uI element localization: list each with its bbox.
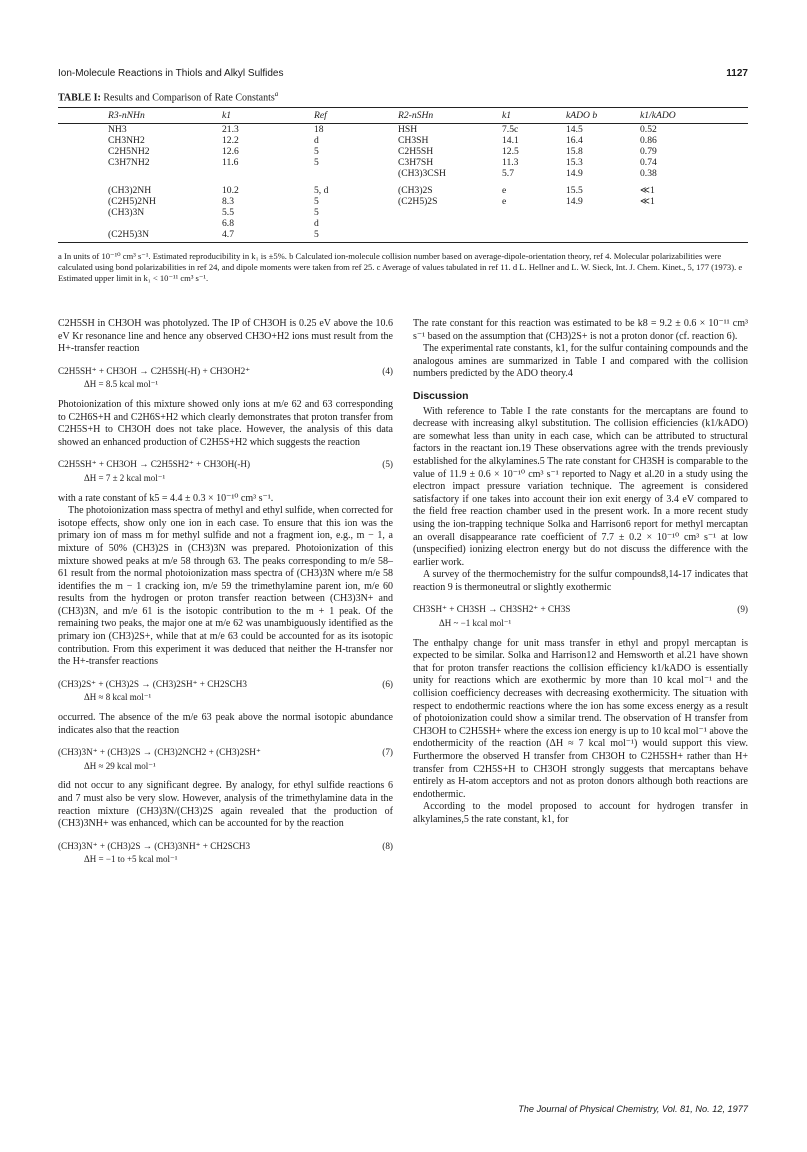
table-caption-label: TABLE I: — [58, 92, 101, 104]
cell-k1-amine: 8.3 — [222, 196, 234, 207]
table-caption-mark: a — [274, 90, 279, 98]
table-row — [58, 207, 748, 218]
cell-amine: (CH3)2NH — [108, 185, 152, 196]
cell-k1-amine: 4.7 — [222, 229, 234, 240]
cell-kado: 14.9 — [566, 168, 583, 179]
equation-number: (8) — [382, 840, 393, 851]
paragraph: C2H5SH in CH3OH was photolyzed. The IP of CH3OH is 0.25 eV above the 10.6 eV Kr resonance line and hence any observed CH3O+H2 ions must result from the H+-transfer reaction — [58, 318, 393, 355]
cell-k1-amine: 21.3 — [222, 124, 239, 135]
col-header-sulfur: R2-nSHn — [398, 110, 434, 121]
cell-ref: 5 — [314, 229, 319, 240]
cell-ratio: 0.86 — [640, 135, 657, 146]
cell-kado: 15.5 — [566, 185, 583, 196]
paragraph: occurred. The absence of the m/e 63 peak above the normal isotopic abundance indicates also that the reaction — [58, 712, 393, 736]
cell-ref: 18 — [314, 124, 324, 135]
paragraph: With reference to Table I the rate constants for the mercaptans are found to decrease with increasing alkyl substitution. The collision efficiencies (k1/kADO) are somewhat less than unity in each case, which can be attributed to structural factors in the reactant ion.19 These observations agree with the trends previously established for the alkylamines.5 The rate constant for CH3SH is comparable to the value of 11.9 ± 0.6 × 10⁻¹⁰ cm³ s⁻¹ reported to Nagy et al.20 in a study using the electron impact pressure variation technique. The agreement is considered satisfactory if one takes into account their ion exit energy of 3.4 eV compared to the field free reaction chamber used in the present work. In a more recent study using the ion-trapping technique Solka and Harrison6 report for methyl mercaptan an overall disappearance rate coefficient of 7.7 ± 0.2 × 10⁻¹⁰ cm³ s⁻¹ at low (unspecified) ionizing electron energy but do not discuss the difference with the earlier work. — [413, 405, 748, 568]
cell-amine: C2H5NH2 — [108, 146, 150, 157]
cell-k1-amine: 11.6 — [222, 157, 239, 168]
cell-kado — [564, 218, 638, 229]
cell-sulfur — [396, 218, 500, 229]
cell-amine — [58, 168, 220, 179]
enthalpy: ΔH ≈ 8 kcal mol⁻¹ — [84, 692, 152, 703]
cell-amine: NH3 — [108, 124, 127, 135]
equation-number: (9) — [737, 604, 748, 615]
table-row — [58, 196, 748, 207]
paragraph: According to the model proposed to account for hydrogen transfer in alkylamines,5 the rate constant, k1, for — [413, 801, 748, 825]
cell-ref: 5 — [314, 207, 319, 218]
cell-sulfur: CH3SH — [398, 135, 429, 146]
cell-sulfur: C3H7SH — [398, 157, 434, 168]
cell-ref: 5, d — [314, 185, 329, 196]
equation-5 — [58, 458, 393, 471]
table-row — [58, 146, 748, 157]
cell-amine: (CH3)3N — [108, 207, 145, 218]
cell-kado: 14.5 — [566, 124, 583, 135]
table-row — [58, 124, 748, 136]
cell-kado: 15.3 — [566, 157, 583, 168]
cell-sulfur: (CH3)2S — [398, 185, 433, 196]
table-header-row — [58, 108, 748, 124]
cell-k1-amine — [220, 168, 284, 179]
cell-sulfur: HSH — [398, 124, 418, 135]
equation-9 — [413, 603, 748, 616]
cell-kado — [564, 207, 638, 218]
equation-text: (CH3)2S⁺ + (CH3)2S → (CH3)2SH⁺ + CH2SCH3 — [58, 678, 248, 689]
paragraph: The rate constant for this reaction was estimated to be k8 = 9.2 ± 0.6 × 10⁻¹¹ cm³ s⁻¹ based on the assumption that (CH3)2S+ is not a proton donor (cf. reaction 6). — [413, 318, 748, 342]
cell-ratio: 0.52 — [640, 124, 657, 135]
cell-k1-amine: 12.6 — [222, 146, 239, 157]
col-header-ratio: k1/kADO — [640, 110, 676, 121]
cell-k1-amine: 12.2 — [222, 135, 239, 146]
cell-kado: 15.8 — [566, 146, 583, 157]
col-header-amine: R3-nNHn — [108, 110, 145, 121]
enthalpy: ΔH = 8.5 kcal mol⁻¹ — [84, 379, 159, 390]
cell-k1-sulfur: 11.3 — [502, 157, 519, 168]
paragraph: The photoionization mass spectra of methyl and ethyl sulfide, when corrected for isotope effects, show only one ion in each case. To ensure that this ion was the primary ion of mass m for methyl sulfide and not a fragment ion, e.g., m − 1, a mixture of 50% (CH3)2S in (CH3)3N was prepared. Photoionization of this mixture showed peaks at m/e 58 through 63. The peaks corresponding to m/e 58–61 result from the normal photoionization mass spectra of (CH3)3N where m/e 58 identifies the m − 1 cracking ion, m/e 59 the trimethylamine parent ion, m/e 60 results from the hydrogen or proton transfer reaction between (CH3)3N+ and (CH3)3N, and m/e 61 is the isotopic contribution to the m + 1 peak. Of the remaining two peaks, the major one at m/e 62 was unambiguously identified as the primary ion (CH3)2S+, while that at m/e 63 could be accounted for as its isotopic contribution. From this experiment it was deduced that neither the H-transfer nor the H+-transfer reactions — [58, 505, 393, 668]
cell-amine: C3H7NH2 — [108, 157, 150, 168]
table-row — [58, 168, 748, 179]
equation-number: (6) — [382, 678, 393, 689]
cell-amine: CH3NH2 — [108, 135, 145, 146]
cell-ratio — [638, 229, 748, 243]
table-footnote: a In units of 10⁻¹⁰ cm³ s⁻¹. Estimated reproducibility in k₁ is ±5%. b Calculated ion-molecule collision number based on average-dipole-orientation theory, ref 4. Molecular polarizabilities were calculated using bond polarizabilities in ref 24, and dipole moments were taken from ref 25. c Average of values tabulated in ref 11. d L. Hellner and L. W. Sieck, Int. J. Chem. Kinet., 5, 177 (1973). e Estimated upper limit in k₁ < 10⁻¹¹ cm³ s⁻¹. — [58, 251, 743, 283]
page-number: 1127 — [726, 68, 748, 79]
cell-k1-sulfur — [500, 218, 564, 229]
cell-ratio: 0.79 — [640, 146, 657, 157]
cell-ref: 5 — [314, 157, 319, 168]
cell-sulfur — [396, 229, 500, 243]
cell-kado: 16.4 — [566, 135, 583, 146]
cell-ref — [284, 168, 396, 179]
running-header — [58, 68, 748, 82]
cell-k1-amine: 5.5 — [222, 207, 234, 218]
equation-4 — [58, 365, 393, 378]
cell-sulfur — [396, 207, 500, 218]
cell-k1-sulfur: 12.5 — [502, 146, 519, 157]
table-row — [58, 157, 748, 168]
cell-k1-sulfur: e — [502, 185, 507, 196]
equation-text: (CH3)3N⁺ + (CH3)2S → (CH3)3NH⁺ + CH2SCH3 — [58, 840, 251, 851]
equation-text: (CH3)3N⁺ + (CH3)2S → (CH3)2NCH2 + (CH3)2SH⁺ — [58, 747, 261, 758]
cell-ratio: ≪1 — [640, 185, 655, 196]
running-title: Ion-Molecule Reactions in Thiols and Alkyl Sulfides — [58, 68, 284, 79]
cell-ratio: ≪1 — [640, 196, 655, 207]
rate-constants-table — [58, 107, 748, 243]
equation-number: (4) — [382, 365, 393, 376]
cell-k1-sulfur: 7.5c — [502, 124, 519, 135]
equation-6 — [58, 678, 393, 691]
col-header-k1-amine: k1 — [222, 110, 232, 121]
cell-k1-amine: 10.2 — [222, 185, 239, 196]
equation-8 — [58, 840, 393, 853]
paragraph: The enthalpy change for unit mass transfer in ethyl and propyl mercaptan is expected to be similar. Solka and Harrison12 and Hemsworth et al.21 have shown that for proton transfer reactions the collision efficiency k1/kADO is essentially unity for reactions which are exothermic by more than 10 kcal mol⁻¹ and the collision coefficiency decreases with decreasing exothermicity. The situation with respect to endothermic reactions where the ion has some excess energy as a result of photoionization could show a similar trend. The observation of H transfer from CH3OH to C2H5SH+ where the excess ion energy is up to 10 kcal mol⁻¹ above the endothermicity of the reaction (ΔH ≈ 7 kcal mol⁻¹) would support this view. Furthermore the observed H transfer from CH3OH to C2H5SH+ rather than H+ transfer from C2H5S+H to CH3OH strongly suggests that mercaptans behave entirely as H-atom acceptors and not as proton donors although both reactions are endothermic. — [413, 637, 748, 800]
table-caption-text: Results and Comparison of Rate Constants — [103, 92, 275, 104]
cell-kado — [564, 229, 638, 243]
cell-k1-sulfur: e — [502, 196, 507, 207]
equation-number: (5) — [382, 459, 393, 470]
cell-k1-amine: 6.8 — [222, 218, 234, 229]
cell-sulfur: (CH3)3CSH — [398, 168, 446, 179]
equation-text: CH3SH⁺ + CH3SH → CH3SH2⁺ + CH3S — [413, 604, 571, 615]
cell-ref: 5 — [314, 196, 319, 207]
cell-ratio: 0.38 — [640, 168, 657, 179]
right-column — [413, 318, 748, 827]
table-caption — [58, 90, 278, 103]
left-column — [58, 318, 393, 874]
equation-text: C2H5SH⁺ + CH3OH → C2H5SH2⁺ + CH3OH(-H) — [58, 459, 251, 470]
enthalpy: ΔH ~ −1 kcal mol⁻¹ — [439, 618, 512, 629]
cell-ratio: 0.74 — [640, 157, 657, 168]
table-row — [58, 229, 748, 243]
cell-amine: (C2H5)2NH — [108, 196, 156, 207]
paragraph: A survey of the thermochemistry for the sulfur compounds8,14-17 indicates that reaction 9 is thermoneutral or slightly exothermic — [413, 569, 748, 593]
cell-sulfur: C2H5SH — [398, 146, 434, 157]
cell-ratio — [638, 207, 748, 218]
cell-amine — [58, 218, 220, 229]
cell-kado: 14.9 — [566, 196, 583, 207]
paragraph: Photoionization of this mixture showed only ions at m/e 62 and 63 corresponding to C2H6S+H and C2H6S+H2 which clearly demonstrates that proton transfer from C2H5S+H to CH3OH does not take place. However, the analysis of this data showed an enhanced production of C2H5S+H2 which suggests the reaction — [58, 398, 393, 448]
paragraph: with a rate constant of k5 = 4.4 ± 0.3 × 10⁻¹⁰ cm³ s⁻¹. — [58, 492, 274, 504]
section-heading: Discussion — [413, 390, 469, 402]
equation-7 — [58, 746, 393, 759]
enthalpy: ΔH = −1 to +5 kcal mol⁻¹ — [84, 854, 178, 865]
enthalpy: ΔH = 7 ± 2 kcal mol⁻¹ — [84, 472, 166, 483]
cell-ref: 5 — [314, 146, 319, 157]
cell-ratio — [638, 218, 748, 229]
cell-k1-sulfur — [500, 207, 564, 218]
cell-ref: d — [314, 135, 319, 146]
col-header-ref: Ref — [314, 110, 327, 121]
cell-ref: d — [314, 218, 319, 229]
equation-number: (7) — [382, 747, 393, 758]
table-row — [58, 218, 748, 229]
journal-footer: The Journal of Physical Chemistry, Vol. 81, No. 12, 1977 — [518, 1104, 748, 1114]
table-row — [58, 179, 748, 196]
cell-k1-sulfur: 14.1 — [502, 135, 519, 146]
table-row — [58, 135, 748, 146]
enthalpy: ΔH ≈ 29 kcal mol⁻¹ — [84, 760, 156, 771]
paragraph: did not occur to any significant degree. By analogy, for ethyl sulfide reactions 6 and 7 must also be very slow. However, analysis of the trimethylamine data in the reaction mixture (CH3)3N/(CH3)2S again revealed that the production of (CH3)3NH+ was enhanced, which can be accounted for by the reaction — [58, 780, 393, 830]
cell-k1-sulfur — [500, 229, 564, 243]
col-header-k1-sulfur: k1 — [502, 110, 512, 121]
col-header-kado: kADO b — [566, 110, 598, 121]
paragraph: The experimental rate constants, k1, for the sulfur containing compounds and the analogous amines are summarized in Table I and compared with the collision numbers predicted by the ADO theory.4 — [413, 343, 748, 380]
cell-sulfur: (C2H5)2S — [398, 196, 438, 207]
cell-k1-sulfur: 5.7 — [502, 168, 514, 179]
equation-text: C2H5SH⁺ + CH3OH → C2H5SH(-H) + CH3OH2⁺ — [58, 365, 251, 376]
cell-amine: (C2H5)3N — [108, 229, 150, 240]
